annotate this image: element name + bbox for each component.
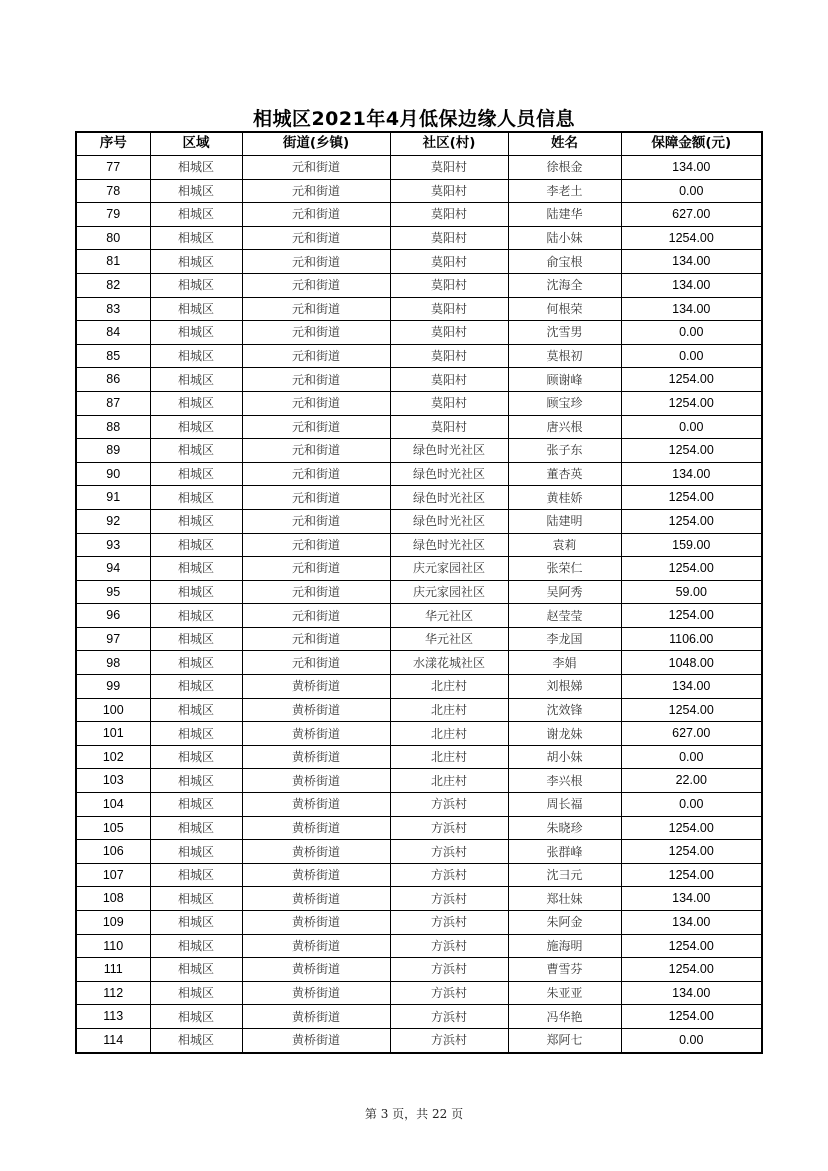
cell-district: 相城区: [150, 627, 242, 651]
table-row: [76, 486, 762, 510]
cell-allowance-amount: 134.00: [621, 462, 762, 486]
table-body: [76, 156, 762, 1053]
cell-street-town: 元和街道: [242, 415, 390, 439]
cell-serial-number: 86: [76, 368, 150, 392]
table-row: [76, 533, 762, 557]
cell-district: 相城区: [150, 1005, 242, 1029]
cell-name: 袁莉: [508, 533, 621, 557]
cell-serial-number: 108: [76, 887, 150, 911]
cell-district: 相城区: [150, 321, 242, 345]
cell-community-village: 北庄村: [390, 675, 508, 699]
cell-allowance-amount: 134.00: [621, 981, 762, 1005]
cell-district: 相城区: [150, 462, 242, 486]
cell-community-village: 莫阳村: [390, 250, 508, 274]
cell-community-village: 北庄村: [390, 769, 508, 793]
cell-allowance-amount: 1254.00: [621, 698, 762, 722]
column-header-district: 区域: [150, 132, 242, 156]
table-row: [76, 604, 762, 628]
page-title: 相城区2021年4月低保边缘人员信息: [252, 108, 576, 130]
cell-name: 沈效锋: [508, 698, 621, 722]
cell-community-village: 绿色时光社区: [390, 509, 508, 533]
table-row: [76, 273, 762, 297]
cell-allowance-amount: 627.00: [621, 722, 762, 746]
cell-allowance-amount: 159.00: [621, 533, 762, 557]
cell-serial-number: 88: [76, 415, 150, 439]
cell-district: 相城区: [150, 415, 242, 439]
cell-allowance-amount: 1254.00: [621, 1005, 762, 1029]
cell-serial-number: 90: [76, 462, 150, 486]
cell-district: 相城区: [150, 793, 242, 817]
cell-street-town: 黄桥街道: [242, 675, 390, 699]
table-row: [76, 557, 762, 581]
cell-street-town: 黄桥街道: [242, 863, 390, 887]
cell-district: 相城区: [150, 1028, 242, 1052]
cell-name: 张子东: [508, 439, 621, 463]
cell-street-town: 黄桥街道: [242, 745, 390, 769]
cell-allowance-amount: 1254.00: [621, 226, 762, 250]
cell-district: 相城区: [150, 769, 242, 793]
cell-allowance-amount: 0.00: [621, 321, 762, 345]
cell-district: 相城区: [150, 439, 242, 463]
cell-street-town: 黄桥街道: [242, 698, 390, 722]
cell-allowance-amount: 134.00: [621, 887, 762, 911]
table-row: [76, 651, 762, 675]
column-header-street-town: 街道(乡镇): [242, 132, 390, 156]
cell-allowance-amount: 1254.00: [621, 840, 762, 864]
cell-district: 相城区: [150, 297, 242, 321]
cell-serial-number: 101: [76, 722, 150, 746]
cell-allowance-amount: 59.00: [621, 580, 762, 604]
table-row: [76, 934, 762, 958]
cell-community-village: 莫阳村: [390, 368, 508, 392]
cell-district: 相城区: [150, 863, 242, 887]
cell-district: 相城区: [150, 604, 242, 628]
cell-district: 相城区: [150, 981, 242, 1005]
cell-district: 相城区: [150, 934, 242, 958]
column-header-name: 姓名: [508, 132, 621, 156]
cell-district: 相城区: [150, 179, 242, 203]
cell-name: 徐根金: [508, 156, 621, 180]
cell-serial-number: 79: [76, 203, 150, 227]
cell-name: 莫根初: [508, 344, 621, 368]
cell-serial-number: 100: [76, 698, 150, 722]
cell-allowance-amount: 1254.00: [621, 816, 762, 840]
cell-community-village: 方浜村: [390, 911, 508, 935]
cell-name: 沈雪男: [508, 321, 621, 345]
column-header-serial-number: 序号: [76, 132, 150, 156]
cell-allowance-amount: 134.00: [621, 911, 762, 935]
table-row: [76, 840, 762, 864]
cell-district: 相城区: [150, 533, 242, 557]
cell-allowance-amount: 1254.00: [621, 958, 762, 982]
cell-community-village: 方浜村: [390, 863, 508, 887]
cell-serial-number: 94: [76, 557, 150, 581]
cell-name: 吴阿秀: [508, 580, 621, 604]
cell-community-village: 莫阳村: [390, 226, 508, 250]
table-row: [76, 863, 762, 887]
cell-street-town: 元和街道: [242, 321, 390, 345]
cell-street-town: 元和街道: [242, 156, 390, 180]
cell-district: 相城区: [150, 509, 242, 533]
cell-district: 相城区: [150, 745, 242, 769]
cell-street-town: 元和街道: [242, 250, 390, 274]
cell-community-village: 莫阳村: [390, 179, 508, 203]
cell-district: 相城区: [150, 486, 242, 510]
cell-district: 相城区: [150, 698, 242, 722]
cell-community-village: 水漾花城社区: [390, 651, 508, 675]
cell-name: 周长福: [508, 793, 621, 817]
cell-street-town: 元和街道: [242, 297, 390, 321]
cell-district: 相城区: [150, 816, 242, 840]
table-row: [76, 816, 762, 840]
cell-street-town: 元和街道: [242, 533, 390, 557]
cell-serial-number: 104: [76, 793, 150, 817]
table-row: [76, 156, 762, 180]
cell-allowance-amount: 1254.00: [621, 604, 762, 628]
page-number-footer: 第 3 页，共 22 页: [364, 1107, 464, 1121]
cell-name: 顾宝珍: [508, 391, 621, 415]
cell-serial-number: 103: [76, 769, 150, 793]
cell-allowance-amount: 1254.00: [621, 391, 762, 415]
table-header-row: [76, 132, 762, 156]
table-row: [76, 793, 762, 817]
cell-allowance-amount: 0.00: [621, 793, 762, 817]
cell-name: 郑阿七: [508, 1028, 621, 1052]
cell-community-village: 北庄村: [390, 698, 508, 722]
cell-name: 李龙国: [508, 627, 621, 651]
cell-street-town: 元和街道: [242, 486, 390, 510]
cell-name: 唐兴根: [508, 415, 621, 439]
cell-community-village: 华元社区: [390, 604, 508, 628]
table-row: [76, 911, 762, 935]
table-row: [76, 344, 762, 368]
cell-street-town: 黄桥街道: [242, 1028, 390, 1052]
table-row: [76, 321, 762, 345]
cell-allowance-amount: 0.00: [621, 179, 762, 203]
cell-allowance-amount: 0.00: [621, 745, 762, 769]
cell-serial-number: 89: [76, 439, 150, 463]
cell-name: 张群峰: [508, 840, 621, 864]
cell-community-village: 庆元家园社区: [390, 580, 508, 604]
cell-name: 郑壮妹: [508, 887, 621, 911]
cell-allowance-amount: 134.00: [621, 273, 762, 297]
cell-serial-number: 82: [76, 273, 150, 297]
cell-allowance-amount: 134.00: [621, 297, 762, 321]
cell-name: 顾谢峰: [508, 368, 621, 392]
cell-serial-number: 110: [76, 934, 150, 958]
cell-district: 相城区: [150, 344, 242, 368]
cell-name: 李兴根: [508, 769, 621, 793]
cell-name: 张荣仁: [508, 557, 621, 581]
cell-serial-number: 91: [76, 486, 150, 510]
cell-community-village: 庆元家园社区: [390, 557, 508, 581]
cell-street-town: 黄桥街道: [242, 722, 390, 746]
cell-district: 相城区: [150, 722, 242, 746]
table-row: [76, 675, 762, 699]
cell-community-village: 绿色时光社区: [390, 533, 508, 557]
cell-name: 朱亚亚: [508, 981, 621, 1005]
cell-allowance-amount: 1106.00: [621, 627, 762, 651]
table-row: [76, 415, 762, 439]
cell-name: 沈海全: [508, 273, 621, 297]
cell-community-village: 方浜村: [390, 1005, 508, 1029]
cell-district: 相城区: [150, 368, 242, 392]
cell-community-village: 方浜村: [390, 958, 508, 982]
cell-serial-number: 98: [76, 651, 150, 675]
table-row: [76, 391, 762, 415]
table-row: [76, 887, 762, 911]
table-row: [76, 226, 762, 250]
cell-street-town: 元和街道: [242, 273, 390, 297]
table-row: [76, 958, 762, 982]
cell-serial-number: 99: [76, 675, 150, 699]
cell-serial-number: 92: [76, 509, 150, 533]
cell-serial-number: 84: [76, 321, 150, 345]
cell-allowance-amount: 1254.00: [621, 368, 762, 392]
cell-allowance-amount: 1254.00: [621, 486, 762, 510]
cell-serial-number: 85: [76, 344, 150, 368]
cell-community-village: 方浜村: [390, 793, 508, 817]
table-row: [76, 297, 762, 321]
column-header-allowance-amount: 保障金额(元): [621, 132, 762, 156]
cell-serial-number: 77: [76, 156, 150, 180]
cell-district: 相城区: [150, 675, 242, 699]
cell-allowance-amount: 134.00: [621, 156, 762, 180]
cell-serial-number: 106: [76, 840, 150, 864]
cell-community-village: 莫阳村: [390, 273, 508, 297]
table-row: [76, 1028, 762, 1052]
cell-name: 朱阿金: [508, 911, 621, 935]
cell-community-village: 方浜村: [390, 816, 508, 840]
cell-allowance-amount: 134.00: [621, 675, 762, 699]
cell-serial-number: 112: [76, 981, 150, 1005]
cell-street-town: 元和街道: [242, 509, 390, 533]
cell-community-village: 莫阳村: [390, 156, 508, 180]
cell-name: 胡小妹: [508, 745, 621, 769]
table-row: [76, 745, 762, 769]
cell-allowance-amount: 22.00: [621, 769, 762, 793]
table-row: [76, 627, 762, 651]
cell-district: 相城区: [150, 391, 242, 415]
cell-allowance-amount: 1254.00: [621, 934, 762, 958]
table-row: [76, 1005, 762, 1029]
cell-name: 刘根娣: [508, 675, 621, 699]
cell-street-town: 元和街道: [242, 580, 390, 604]
cell-allowance-amount: 1048.00: [621, 651, 762, 675]
cell-serial-number: 107: [76, 863, 150, 887]
cell-street-town: 黄桥街道: [242, 981, 390, 1005]
cell-name: 俞宝根: [508, 250, 621, 274]
table-row: [76, 179, 762, 203]
cell-community-village: 方浜村: [390, 934, 508, 958]
cell-allowance-amount: 1254.00: [621, 863, 762, 887]
table-row: [76, 509, 762, 533]
cell-serial-number: 93: [76, 533, 150, 557]
cell-community-village: 绿色时光社区: [390, 486, 508, 510]
cell-allowance-amount: 0.00: [621, 344, 762, 368]
cell-serial-number: 78: [76, 179, 150, 203]
cell-name: 沈彐元: [508, 863, 621, 887]
cell-serial-number: 102: [76, 745, 150, 769]
cell-street-town: 黄桥街道: [242, 793, 390, 817]
table-row: [76, 462, 762, 486]
cell-name: 施海明: [508, 934, 621, 958]
cell-allowance-amount: 627.00: [621, 203, 762, 227]
cell-district: 相城区: [150, 840, 242, 864]
cell-street-town: 黄桥街道: [242, 934, 390, 958]
cell-community-village: 绿色时光社区: [390, 462, 508, 486]
cell-name: 陆建华: [508, 203, 621, 227]
cell-community-village: 莫阳村: [390, 203, 508, 227]
cell-serial-number: 97: [76, 627, 150, 651]
cell-district: 相城区: [150, 250, 242, 274]
table-row: [76, 250, 762, 274]
cell-allowance-amount: 134.00: [621, 250, 762, 274]
cell-serial-number: 114: [76, 1028, 150, 1052]
cell-name: 朱晓珍: [508, 816, 621, 840]
cell-serial-number: 80: [76, 226, 150, 250]
cell-community-village: 北庄村: [390, 722, 508, 746]
cell-allowance-amount: 0.00: [621, 1028, 762, 1052]
cell-street-town: 黄桥街道: [242, 816, 390, 840]
cell-community-village: 莫阳村: [390, 415, 508, 439]
cell-street-town: 黄桥街道: [242, 887, 390, 911]
cell-street-town: 元和街道: [242, 439, 390, 463]
cell-serial-number: 81: [76, 250, 150, 274]
cell-district: 相城区: [150, 911, 242, 935]
cell-serial-number: 83: [76, 297, 150, 321]
cell-serial-number: 111: [76, 958, 150, 982]
cell-community-village: 北庄村: [390, 745, 508, 769]
cell-allowance-amount: 1254.00: [621, 509, 762, 533]
cell-street-town: 元和街道: [242, 651, 390, 675]
cell-street-town: 黄桥街道: [242, 1005, 390, 1029]
cell-name: 董杏英: [508, 462, 621, 486]
cell-community-village: 绿色时光社区: [390, 439, 508, 463]
cell-street-town: 元和街道: [242, 179, 390, 203]
cell-name: 黄桂娇: [508, 486, 621, 510]
cell-district: 相城区: [150, 887, 242, 911]
column-header-community-village: 社区(村): [390, 132, 508, 156]
cell-serial-number: 95: [76, 580, 150, 604]
cell-district: 相城区: [150, 203, 242, 227]
cell-district: 相城区: [150, 226, 242, 250]
table-row: [76, 981, 762, 1005]
cell-community-village: 莫阳村: [390, 344, 508, 368]
cell-community-village: 莫阳村: [390, 321, 508, 345]
cell-street-town: 元和街道: [242, 627, 390, 651]
cell-district: 相城区: [150, 557, 242, 581]
cell-district: 相城区: [150, 156, 242, 180]
cell-name: 冯华艳: [508, 1005, 621, 1029]
table-row: [76, 769, 762, 793]
cell-street-town: 元和街道: [242, 226, 390, 250]
cell-street-town: 元和街道: [242, 391, 390, 415]
cell-name: 曹雪芬: [508, 958, 621, 982]
cell-district: 相城区: [150, 273, 242, 297]
cell-serial-number: 109: [76, 911, 150, 935]
table-row: [76, 368, 762, 392]
cell-community-village: 方浜村: [390, 887, 508, 911]
cell-street-town: 元和街道: [242, 462, 390, 486]
cell-street-town: 元和街道: [242, 368, 390, 392]
cell-community-village: 方浜村: [390, 1028, 508, 1052]
cell-community-village: 方浜村: [390, 840, 508, 864]
cell-name: 何根荣: [508, 297, 621, 321]
cell-name: 陆小妹: [508, 226, 621, 250]
cell-community-village: 方浜村: [390, 981, 508, 1005]
cell-community-village: 华元社区: [390, 627, 508, 651]
cell-street-town: 黄桥街道: [242, 840, 390, 864]
cell-street-town: 元和街道: [242, 344, 390, 368]
cell-serial-number: 96: [76, 604, 150, 628]
cell-district: 相城区: [150, 580, 242, 604]
cell-name: 赵莹莹: [508, 604, 621, 628]
table-row: [76, 698, 762, 722]
cell-serial-number: 105: [76, 816, 150, 840]
table-row: [76, 580, 762, 604]
cell-allowance-amount: 1254.00: [621, 557, 762, 581]
cell-name: 李老土: [508, 179, 621, 203]
cell-street-town: 黄桥街道: [242, 911, 390, 935]
table-row: [76, 439, 762, 463]
cell-street-town: 元和街道: [242, 604, 390, 628]
cell-street-town: 元和街道: [242, 557, 390, 581]
cell-name: 谢龙妹: [508, 722, 621, 746]
cell-district: 相城区: [150, 651, 242, 675]
cell-name: 李娟: [508, 651, 621, 675]
cell-serial-number: 87: [76, 391, 150, 415]
cell-street-town: 元和街道: [242, 203, 390, 227]
recipient-table: [75, 131, 763, 1054]
cell-name: 陆建明: [508, 509, 621, 533]
cell-allowance-amount: 0.00: [621, 415, 762, 439]
table-row: [76, 722, 762, 746]
table-row: [76, 203, 762, 227]
cell-allowance-amount: 1254.00: [621, 439, 762, 463]
cell-serial-number: 113: [76, 1005, 150, 1029]
cell-street-town: 黄桥街道: [242, 958, 390, 982]
cell-district: 相城区: [150, 958, 242, 982]
cell-community-village: 莫阳村: [390, 297, 508, 321]
cell-street-town: 黄桥街道: [242, 769, 390, 793]
cell-community-village: 莫阳村: [390, 391, 508, 415]
